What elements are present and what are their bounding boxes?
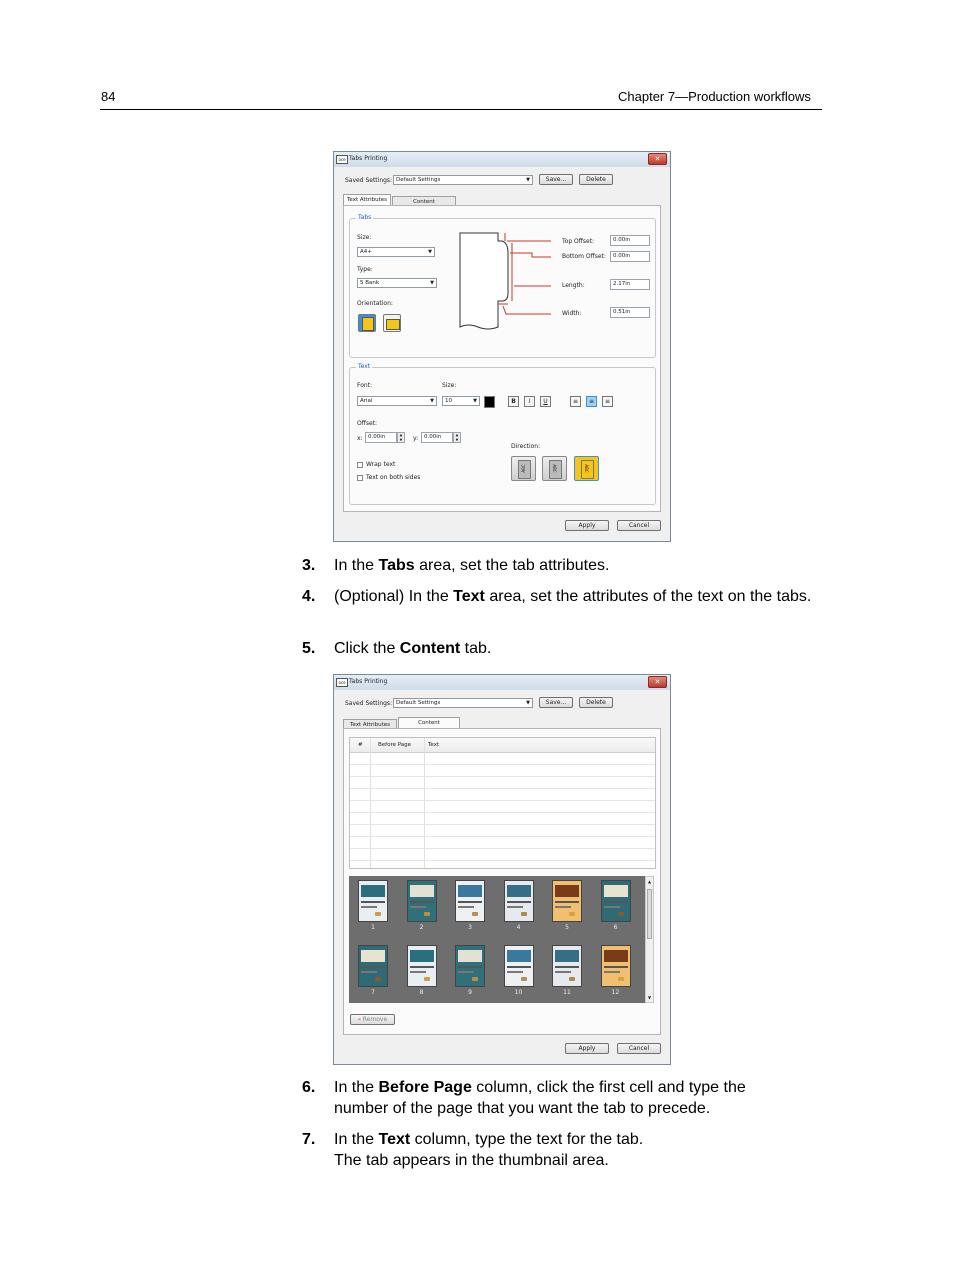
- tabs-group-title: Tabs: [358, 214, 372, 221]
- italic-button[interactable]: I: [524, 396, 535, 407]
- thumbnail-product-swatch: [375, 977, 381, 981]
- page-thumbnail[interactable]: [358, 880, 388, 922]
- thumbnail-product-swatch: [472, 912, 478, 916]
- font-select[interactable]: [357, 396, 437, 406]
- tab-text-attributes[interactable]: Text Attributes: [343, 719, 397, 730]
- step-number: 4.: [302, 588, 316, 605]
- chevron-down-icon: ▼: [526, 700, 530, 706]
- thumbnail-text-line: [555, 901, 579, 903]
- text-attributes-panel: [343, 205, 661, 512]
- direction-selected-button[interactable]: [574, 456, 599, 481]
- width-input[interactable]: 0.51in: [610, 307, 650, 318]
- font-color-swatch[interactable]: [484, 396, 495, 408]
- remove-label: Remove: [362, 1016, 388, 1023]
- step-text: In the Before Page column, click the first cell and type the number of the page that you want the tab to precede.: [334, 1079, 746, 1117]
- page-thumbnail[interactable]: [552, 880, 582, 922]
- tabs-content-table: [349, 737, 656, 869]
- offset-x-input[interactable]: 0.00in: [365, 432, 397, 443]
- table-row[interactable]: [350, 764, 655, 765]
- thumbnail-image-band: [361, 885, 385, 897]
- thumbnail-text-line: [410, 901, 434, 903]
- direction-rotate-down-button[interactable]: [542, 456, 567, 481]
- thumbnail-product-swatch: [424, 912, 430, 916]
- page-thumbnail[interactable]: [455, 945, 485, 987]
- thumbnail-image-band: [555, 885, 579, 897]
- saved-settings-select[interactable]: [393, 698, 533, 708]
- scrollbar-thumb[interactable]: [647, 889, 652, 939]
- thumbnail-text-line: [361, 901, 385, 903]
- direction-sample: ABC: [584, 464, 589, 473]
- page-thumbnail[interactable]: [504, 945, 534, 987]
- thumbnail-product-swatch: [569, 977, 575, 981]
- page-thumbnail[interactable]: [455, 880, 485, 922]
- saved-settings-label: Saved Settings:: [345, 177, 393, 184]
- thumbnail-text-line: [604, 966, 628, 968]
- thumbnail-product-swatch: [569, 912, 575, 916]
- table-row[interactable]: [350, 812, 655, 813]
- text-both-sides-label: Text on both sides: [366, 474, 421, 481]
- thumbnail-product-swatch: [618, 977, 624, 981]
- apply-button[interactable]: Apply: [565, 520, 609, 531]
- thumbnail-scrollbar[interactable]: [645, 876, 654, 1003]
- step-number: 7.: [302, 1131, 316, 1148]
- close-button[interactable]: ✕: [648, 676, 667, 688]
- close-button[interactable]: ✕: [648, 153, 667, 165]
- direction-rotate-up-button[interactable]: [511, 456, 536, 481]
- step-text: In the Tabs area, set the tab attributes.: [334, 557, 610, 574]
- thumbnail-text-line: [458, 906, 474, 908]
- thumbnail-product-swatch: [424, 977, 430, 981]
- title-bar: [334, 152, 670, 167]
- step-number: 3.: [302, 557, 316, 574]
- thumbnail-page-number: 10: [514, 989, 523, 996]
- bold-button[interactable]: B: [508, 396, 519, 407]
- oce-app-icon: oce: [336, 155, 348, 164]
- thumbnail-text-line: [507, 971, 523, 973]
- page-thumbnail[interactable]: [552, 945, 582, 987]
- tab-size-value: A4+: [360, 249, 372, 255]
- dialog-title: Tabs Printing: [349, 678, 388, 685]
- thumbnail-page-number: 3: [468, 924, 472, 931]
- thumbnail-text-line: [555, 966, 579, 968]
- thumbnail-image-band: [458, 885, 482, 897]
- tab-type-select[interactable]: [357, 278, 437, 288]
- scroll-down-icon[interactable]: ▼: [647, 995, 652, 1000]
- font-value: Arial: [360, 398, 373, 404]
- offset-y-label: y:: [413, 435, 419, 442]
- header-rule: [100, 109, 822, 110]
- thumbnail-text-line: [555, 906, 571, 908]
- tab-content[interactable]: Content: [392, 196, 456, 207]
- top-offset-input[interactable]: 0.00in: [610, 235, 650, 246]
- thumbnail-product-swatch: [521, 912, 527, 916]
- scroll-up-icon[interactable]: ▲: [647, 879, 652, 884]
- thumbnail-image-band: [507, 885, 531, 897]
- chapter-title: Chapter 7—Production workflows: [618, 89, 811, 104]
- column-before-page[interactable]: Before Page: [378, 742, 412, 748]
- delete-button[interactable]: Delete: [579, 697, 613, 708]
- thumbnail-page-number: 2: [419, 924, 424, 931]
- top-offset-label: Top Offset:: [562, 238, 595, 245]
- thumbnail-text-line: [507, 901, 531, 903]
- thumbnail-product-swatch: [618, 912, 624, 916]
- step-text: In the Text column, type the text for the tab. The tab appears in the thumbnail area.: [334, 1131, 644, 1169]
- thumbnail-page-number: 5: [565, 924, 569, 931]
- thumbnail-product-swatch: [472, 977, 478, 981]
- font-size-select[interactable]: [442, 396, 480, 406]
- step-text: Click the Content tab.: [334, 640, 492, 657]
- minus-icon: –: [357, 1016, 361, 1023]
- thumbnail-page-number: 9: [468, 989, 472, 996]
- thumbnail-page-number: 6: [613, 924, 618, 931]
- page-thumbnail[interactable]: [407, 880, 437, 922]
- thumbnail-product-swatch: [521, 977, 527, 981]
- tab-size-select[interactable]: [357, 247, 435, 257]
- thumbnail-image-band: [604, 885, 628, 897]
- thumbnail-page-number: 7: [371, 989, 375, 996]
- page-number: 84: [101, 89, 116, 104]
- tab-size-label: Size:: [357, 234, 372, 241]
- thumbnail-page-number: 12: [611, 989, 620, 996]
- table-row[interactable]: [350, 788, 655, 789]
- portrait-icon: [362, 317, 374, 331]
- saved-settings-select[interactable]: [393, 175, 533, 185]
- length-input[interactable]: 2.17in: [610, 279, 650, 290]
- thumbnail-image-band: [555, 950, 579, 962]
- thumbnail-page-number: 11: [563, 989, 571, 996]
- table-row[interactable]: [350, 776, 655, 777]
- align-right-icon[interactable]: ≡: [602, 396, 613, 407]
- tabs-printing-dialog-content: [333, 674, 671, 1065]
- title-bar: [334, 675, 670, 690]
- thumbnail-text-line: [604, 906, 620, 908]
- delete-button[interactable]: Delete: [579, 174, 613, 185]
- step-text: (Optional) In the Text area, set the attributes of the text on the tabs.: [334, 588, 812, 605]
- page-thumbnail[interactable]: [407, 945, 437, 987]
- bottom-offset-input[interactable]: 0.00in: [610, 251, 650, 262]
- table-row[interactable]: [350, 800, 655, 801]
- wrap-text-checkbox[interactable]: [357, 462, 363, 468]
- text-group-title: Text: [358, 363, 371, 370]
- table-row[interactable]: [350, 824, 655, 825]
- page-thumbnail[interactable]: [601, 880, 631, 922]
- offset-y-input[interactable]: 0.00in: [421, 432, 453, 443]
- table-row[interactable]: [350, 848, 655, 849]
- align-left-icon[interactable]: ≡: [570, 396, 581, 407]
- offset-x-label: x:: [357, 435, 363, 442]
- table-row[interactable]: [350, 860, 655, 861]
- step-number: 6.: [302, 1079, 316, 1096]
- tabs-group: [349, 214, 656, 358]
- tab-type-value: 5 Bank: [360, 280, 380, 286]
- width-label: Width:: [562, 310, 582, 317]
- chevron-down-icon: ▼: [473, 398, 477, 404]
- tabs-printing-dialog-text-attributes: [333, 151, 671, 542]
- align-center-icon[interactable]: ≡: [586, 396, 597, 407]
- thumbnail-image-band: [507, 950, 531, 962]
- thumbnail-text-line: [410, 906, 426, 908]
- save-button[interactable]: Save...: [539, 697, 573, 708]
- portrait-orientation-button[interactable]: [358, 314, 376, 332]
- text-both-sides-checkbox[interactable]: [357, 475, 363, 481]
- offset-y-spinner[interactable]: ▲ ▼: [453, 432, 461, 443]
- orientation-label: Orientation:: [357, 300, 393, 307]
- font-size-value: 10: [445, 398, 452, 404]
- page-thumbnail[interactable]: [358, 945, 388, 987]
- thumbnail-text-line: [604, 901, 628, 903]
- step-7-result: The tab appears in the thumbnail area.: [334, 1152, 609, 1169]
- thumbnail-area: [349, 876, 645, 1003]
- tab-text-attributes[interactable]: Text Attributes: [343, 194, 391, 206]
- thumbnail-text-line: [507, 906, 523, 908]
- font-label: Font:: [357, 382, 373, 389]
- thumbnail-text-line: [458, 971, 474, 973]
- bottom-offset-label: Bottom Offset:: [562, 253, 606, 260]
- tab-content[interactable]: Content: [398, 717, 460, 729]
- apply-button[interactable]: Apply: [565, 1043, 609, 1054]
- direction-sample: ABC: [521, 464, 526, 473]
- content-panel: [343, 728, 661, 1035]
- thumbnail-page-number: 1: [371, 924, 375, 931]
- remove-button[interactable]: [350, 1014, 395, 1025]
- tab-type-label: Type:: [357, 266, 373, 273]
- font-size-label: Size:: [442, 382, 457, 389]
- table-row[interactable]: [350, 836, 655, 837]
- direction-label: Direction:: [511, 443, 541, 450]
- tab-dimensions-diagram: [458, 231, 568, 333]
- direction-sample: ABC: [552, 464, 557, 473]
- cancel-button[interactable]: Cancel: [617, 1043, 661, 1054]
- thumbnail-text-line: [361, 971, 377, 973]
- chevron-down-icon: ▼: [430, 280, 434, 286]
- thumbnail-image-band: [458, 950, 482, 962]
- thumbnail-text-line: [458, 901, 482, 903]
- thumbnail-page-number: 4: [516, 924, 521, 931]
- offset-x-spinner[interactable]: ▲ ▼: [397, 432, 405, 443]
- thumbnail-image-band: [410, 950, 434, 962]
- column-text[interactable]: Text: [428, 742, 440, 748]
- landscape-orientation-button[interactable]: [383, 314, 401, 332]
- wrap-text-label: Wrap text: [366, 461, 396, 468]
- thumbnail-text-line: [361, 966, 385, 968]
- dialog-title: Tabs Printing: [349, 155, 388, 162]
- thumbnail-text-line: [507, 966, 531, 968]
- save-button[interactable]: Save...: [539, 174, 573, 185]
- thumbnail-text-line: [410, 971, 426, 973]
- thumbnail-text-line: [410, 966, 434, 968]
- thumbnail-image-band: [410, 885, 434, 897]
- step-number: 5.: [302, 640, 316, 657]
- table-header: [350, 738, 655, 753]
- underline-button[interactable]: U: [540, 396, 551, 407]
- offset-label: Offset:: [357, 420, 378, 427]
- length-label: Length:: [562, 282, 585, 289]
- chevron-down-icon: ▼: [428, 249, 432, 255]
- text-group: [349, 363, 656, 505]
- cancel-button[interactable]: Cancel: [617, 520, 661, 531]
- page-thumbnail[interactable]: [504, 880, 534, 922]
- thumbnail-product-swatch: [375, 912, 381, 916]
- saved-settings-label: Saved Settings:: [345, 700, 393, 707]
- saved-settings-value: Default Settings: [396, 700, 441, 706]
- saved-settings-value: Default Settings: [396, 177, 441, 183]
- thumbnail-text-line: [458, 966, 482, 968]
- thumbnail-text-line: [604, 971, 620, 973]
- thumbnail-image-band: [361, 950, 385, 962]
- page-thumbnail[interactable]: [601, 945, 631, 987]
- thumbnail-text-line: [361, 906, 377, 908]
- column-number[interactable]: #: [358, 742, 363, 748]
- oce-app-icon: oce: [336, 678, 348, 687]
- chevron-down-icon: ▼: [430, 398, 434, 404]
- thumbnail-image-band: [604, 950, 628, 962]
- landscape-icon: [386, 319, 400, 330]
- chevron-down-icon: ▼: [526, 177, 530, 183]
- thumbnail-text-line: [555, 971, 571, 973]
- thumbnail-page-number: 8: [419, 989, 424, 996]
